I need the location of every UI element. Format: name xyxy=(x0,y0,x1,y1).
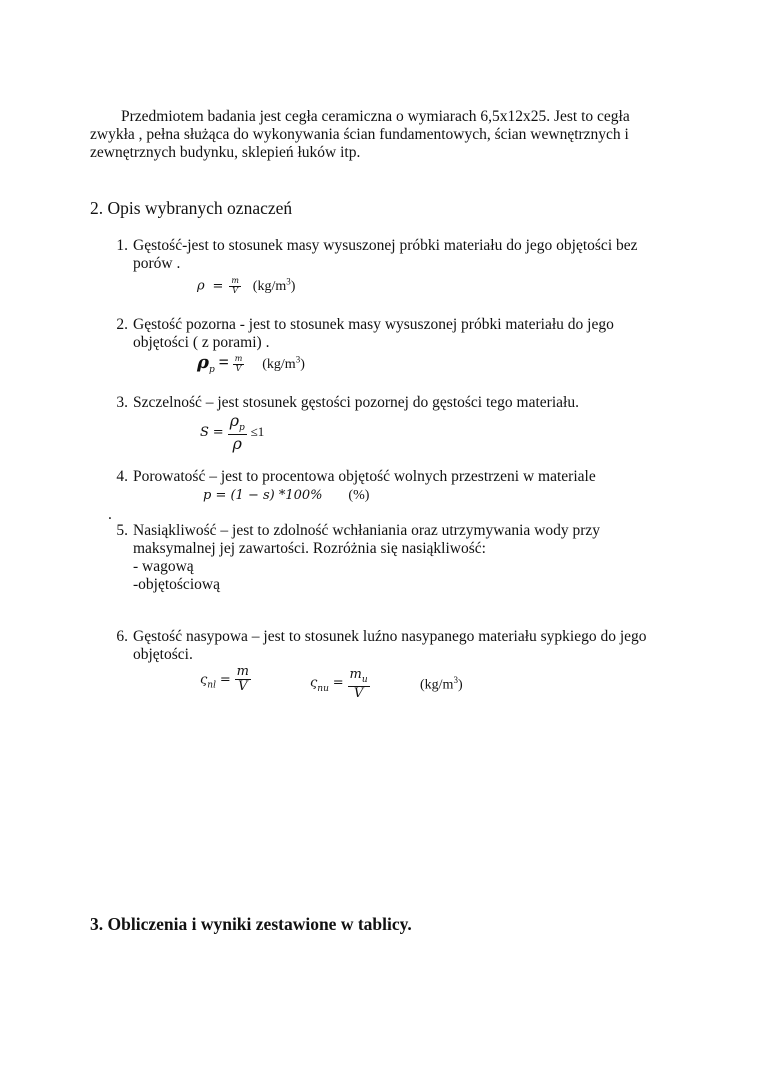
list-item-3 xyxy=(108,394,668,412)
fraction-numerator: m xyxy=(234,354,243,364)
list-item-2 xyxy=(108,316,668,352)
fraction-denominator: V xyxy=(238,679,248,695)
formula-lhs: S xyxy=(200,424,209,440)
formula-expression: p = (1 − s) *100% xyxy=(203,488,323,503)
formula-tightness xyxy=(200,412,264,453)
fraction-denominator: V xyxy=(235,363,242,373)
formula-fraction xyxy=(235,665,251,695)
fraction-numerator: $m_u$ xyxy=(349,667,368,686)
list-item-text: Nasiąkliwość – jest to zdolność wchłaniania oraz utrzymywania wody przy maksymalnej jej zawartości. Rozróżnia się nasiąkliwość: xyxy=(133,522,601,557)
formula-eq: = xyxy=(219,672,231,688)
list-item-number: 6. xyxy=(116,628,128,645)
list-item-text: Gęstość pozorna - jest to stosunek masy wysuszonej próbki materiału do jego objętości ( z porami) . xyxy=(133,316,614,351)
intro-text: Przedmiotem badania jest cegła ceramiczna o wymiarach 6,5x12x25. Jest to cegła zwykła , pełna służąca do wykonywania ścian fundamentowych, ścian wewnętrznych i zewnętrznych budynku, sklepień łuków itp. xyxy=(90,108,630,161)
formula-fraction xyxy=(228,412,247,453)
formula-unit: $(kg/m^3)$ xyxy=(262,354,305,372)
stray-dot: . xyxy=(108,506,112,523)
fraction-denominator: ρ xyxy=(232,433,242,453)
list-item-text: Szczelność – jest stosunek gęstości pozornej do gęstości tego materiału. xyxy=(133,394,579,411)
section-2-heading: 2. Opis wybranych oznaczeń xyxy=(90,198,293,218)
formula-unit: $(kg/m^3)$ xyxy=(252,276,296,294)
list-item-6 xyxy=(108,628,668,664)
list-item-number: 5. xyxy=(116,522,128,539)
fraction-denominator: V xyxy=(353,685,364,701)
intro-paragraph xyxy=(90,108,650,162)
formula-bulk-density-compacted xyxy=(310,665,370,701)
formula-eq: = xyxy=(212,278,224,294)
fraction-denominator: V xyxy=(232,285,238,295)
formula-lhs: ρ xyxy=(197,352,209,373)
formula-eq: = xyxy=(212,424,224,440)
formula-density xyxy=(197,276,295,295)
formula-fraction xyxy=(348,665,370,701)
formula-rhs: 1 xyxy=(257,423,265,439)
list-item-5 xyxy=(108,522,668,594)
list-subitem: -objętościową xyxy=(133,576,220,593)
formula-lhs-sub: nl xyxy=(207,680,216,691)
formula-apparent-density xyxy=(197,352,305,375)
formula-lhs: ς xyxy=(200,672,208,688)
fraction-numerator: m xyxy=(231,275,239,285)
formula-unit: (%) xyxy=(348,488,370,503)
formula-porosity xyxy=(203,486,369,504)
list-item-text: Porowatość – jest to procentowa objętość wolnych przestrzeni w materiale xyxy=(133,468,596,485)
formula-lhs-sub: nu xyxy=(317,683,329,694)
formula-bulk-density-loose xyxy=(200,665,251,695)
formula-lhs: ρ xyxy=(197,278,205,294)
formula-eq: = xyxy=(218,352,229,372)
formula-lhs: ς xyxy=(310,675,318,691)
formula-eq: = xyxy=(332,675,344,691)
formula-relation: ≤ xyxy=(250,423,258,439)
formula-unit: $(kg/m^3)$ xyxy=(420,675,463,693)
fraction-numerator: $\rho_p$ xyxy=(229,411,245,434)
list-item-text: Gęstość nasypowa – jest to stosunek luźno nasypanego materiału sypkiego do jego objętości. xyxy=(133,628,647,663)
list-item-number: 3. xyxy=(116,394,128,411)
formula-lhs-sub: p xyxy=(208,365,215,376)
list-item-4 xyxy=(108,468,668,486)
list-subitem: - wagową xyxy=(133,558,194,575)
list-item-number: 4. xyxy=(116,468,128,485)
list-item-text: Gęstość-jest to stosunek masy wysuszonej próbki materiału do jego objętości bez porów . xyxy=(133,237,638,272)
section-3-heading: 3. Obliczenia i wyniki zestawione w tablicy. xyxy=(90,914,412,934)
formula-fraction xyxy=(229,277,241,296)
list-item-number: 1. xyxy=(116,237,128,254)
fraction-numerator: m xyxy=(236,664,249,679)
list-item-1 xyxy=(108,237,668,273)
formula-fraction xyxy=(233,355,245,374)
list-item-number: 2. xyxy=(116,316,128,333)
